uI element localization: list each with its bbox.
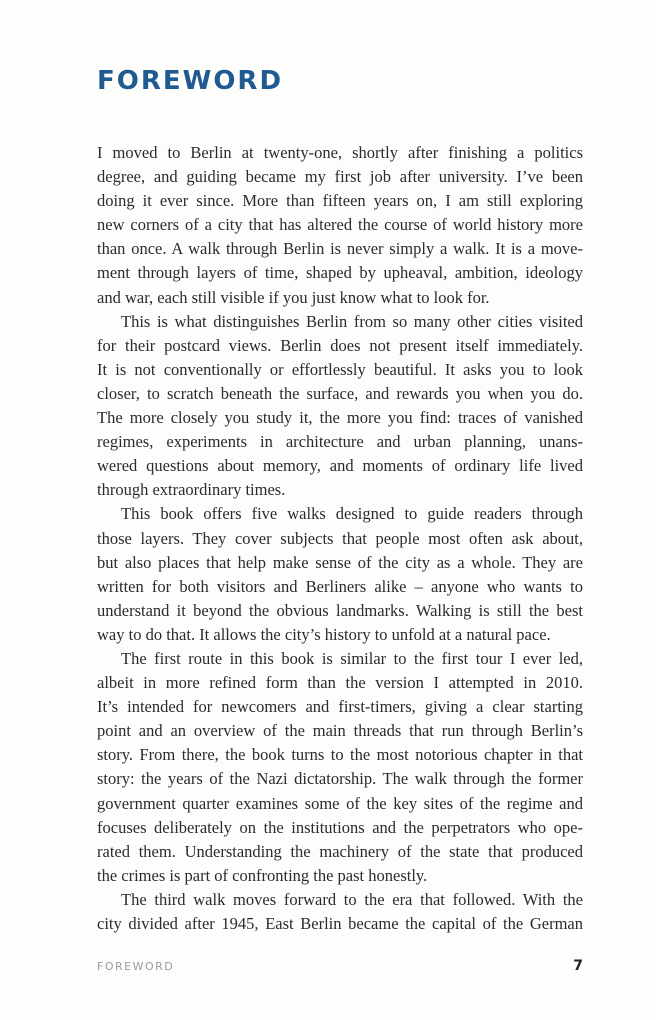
text-line: through extraordinary times. xyxy=(97,480,286,500)
text-line: story: the years of the Nazi dictatorship. The walk through the former xyxy=(97,769,583,789)
text-line: The third walk moves forward to the era that followed. With the xyxy=(121,889,583,909)
text-line: story. From there, the book turns to the most notorious chapter in that xyxy=(97,745,583,765)
text-line: understand it beyond the obvious landmarks. Walking is still the best xyxy=(97,600,583,620)
text-line: The first route in this book is similar to the first tour I ever led, xyxy=(121,648,583,668)
text-line: city divided after 1945, East Berlin became the capital of the German xyxy=(97,914,583,933)
paragraph xyxy=(97,502,583,647)
text-line: and war, each still visible if you just know what to look for. xyxy=(97,287,490,307)
text-line: regimes, experiments in architecture and urban planning, unans- xyxy=(97,432,583,452)
text-line: It is not conventionally or effortlessly beautiful. It asks you to look xyxy=(97,359,583,379)
paragraph xyxy=(97,647,583,888)
text-line: closer, to scratch beneath the surface, and rewards you when you do. xyxy=(97,383,583,403)
text-line: those layers. They cover subjects that people most often ask about, xyxy=(97,528,583,548)
page-number: 7 xyxy=(573,958,583,974)
text-line: written for both visitors and Berliners alike – anyone who wants to xyxy=(97,576,583,596)
text-line: focuses deliberately on the institutions and the perpetrators who ope- xyxy=(97,817,583,837)
text-line: albeit in more refined form than the version I attempted in 2010. xyxy=(97,673,583,693)
text-line: way to do that. It allows the city’s history to unfold at a natural pace. xyxy=(97,624,551,644)
text-line: This is what distinguishes Berlin from so many other cities visited xyxy=(121,311,583,331)
text-line: It’s intended for newcomers and first-timers, giving a clear starting xyxy=(97,697,583,717)
text-line: for their postcard views. Berlin does not present itself immediately. xyxy=(97,335,583,355)
body-text xyxy=(97,141,583,936)
text-line: wered questions about memory, and moments of ordinary life lived xyxy=(97,456,583,476)
chapter-heading: FOREWORD xyxy=(97,66,284,96)
text-line: rated them. Understanding the machinery of the state that produced xyxy=(97,841,583,861)
text-line: degree, and guiding became my first job after university. I’ve been xyxy=(97,167,583,187)
running-footer: FOREWORD xyxy=(97,960,175,973)
text-line: This book offers five walks designed to guide readers through xyxy=(121,504,583,524)
paragraph xyxy=(97,141,583,310)
text-line: The more closely you study it, the more you find: traces of vanished xyxy=(97,408,583,428)
text-line: but also places that help make sense of the city as a whole. They are xyxy=(97,552,583,572)
paragraph xyxy=(97,310,583,503)
text-line: I moved to Berlin at twenty-one, shortly after finishing a politics xyxy=(97,143,583,162)
text-line: government quarter examines some of the key sites of the regime and xyxy=(97,793,583,813)
text-line: point and an overview of the main threads that run through Berlin’s xyxy=(97,721,583,741)
paragraph xyxy=(97,888,583,936)
text-line: the crimes is part of confronting the past honestly. xyxy=(97,865,428,885)
text-line: ment through layers of time, shaped by upheaval, ambition, ideology xyxy=(97,263,583,283)
text-line: doing it ever since. More than fifteen years on, I am still exploring xyxy=(97,191,583,211)
text-line: than once. A walk through Berlin is never simply a walk. It is a move- xyxy=(97,239,583,259)
text-line: new corners of a city that has altered the course of world history more xyxy=(97,215,583,235)
